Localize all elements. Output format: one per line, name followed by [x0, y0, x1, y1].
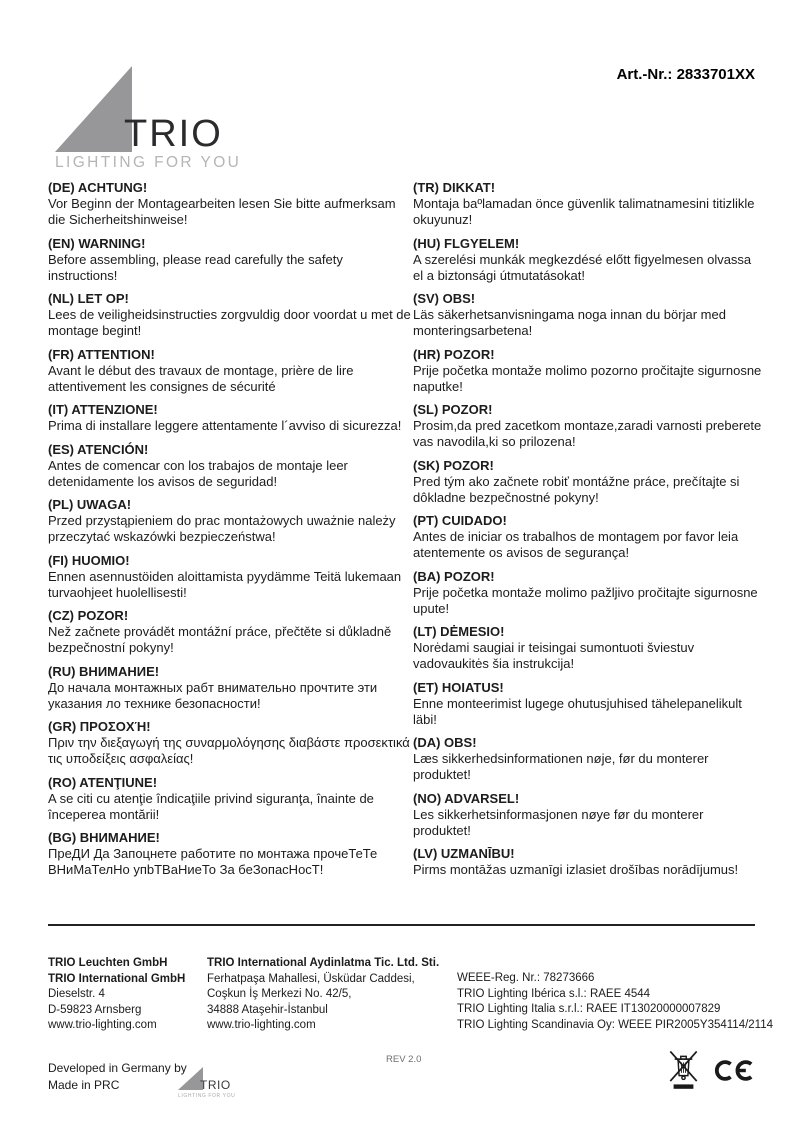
trio-logo-wordmark: TRIO: [124, 113, 223, 155]
warning-text: A se citi cu atenţie îndicaţiile privind siguranţa, înainte de începerea montării!: [48, 790, 374, 822]
warning-heading: (TR) DIKKAT!: [413, 180, 496, 195]
warning-text: Les sikkerhetsinformasjonen nøye før du monterer produktet!: [413, 806, 704, 838]
warning-text: Prije početka montaže molimo pozorno pročitajte sigurnosne naputke!: [413, 362, 762, 394]
warning-heading: (NL) LET OP!: [48, 291, 129, 306]
footer-line: TRIO Leuchten GmbH: [48, 957, 168, 969]
warning-heading: (CZ) POZOR!: [48, 608, 129, 623]
warning-text: Lees de veiligheidsinstructies zorgvuldig door voordat u met de montage begint!: [48, 307, 411, 338]
footer-line: WEEE-Reg. Nr.: 78273666: [457, 972, 595, 984]
warning-block: [413, 291, 762, 339]
footer-line: 34888 Ataşehir-İstanbul: [207, 1003, 328, 1016]
warning-heading: (HR) POZOR!: [413, 346, 495, 362]
warning-text: Vor Beginn der Montagearbeiten lesen Sie bitte aufmerksam die Sicherheitshinweise!: [48, 196, 396, 227]
warning-text: Norėdami saugiai ir teisingai sumontuoti šviestuv vadovaukitės šia instrukcija!: [413, 640, 695, 671]
warnings-column-left: [48, 180, 413, 886]
warning-block: [48, 608, 413, 656]
warning-block: [48, 719, 413, 767]
warning-block: [48, 497, 413, 545]
origin-line: Developed in Germany by: [48, 1061, 187, 1075]
warning-text: Antes de iniciar os trabalhos de montagem por favor leia atentemente os avisos de segurança!: [413, 529, 739, 560]
warning-text: Pirms montāžas uzmanīgi izlasiet drošības norādījumus!: [413, 862, 739, 877]
warning-text: Læs sikkerhedsinformationen nøje, før du monterer produktet!: [413, 751, 709, 782]
warning-heading: (EN) WARNING!: [48, 235, 146, 251]
warning-heading: (GR) ΠΡΟΣΟΧΉ!: [48, 719, 151, 734]
warning-heading: (DA) OBS!: [413, 735, 477, 750]
warning-block: [413, 735, 762, 783]
footer-line: TRIO International GmbH: [48, 972, 186, 985]
warning-heading: (SV) OBS!: [413, 291, 476, 306]
warning-heading: (IT) ATTENZIONE!: [48, 402, 158, 417]
trio-logo: [55, 66, 275, 176]
warning-block: [413, 846, 762, 878]
warning-block: [48, 830, 413, 878]
warning-text: A szerelési munkák megkezdésé előtt figyelmesen olvassa el a biztonsági útmutatásokat!: [413, 251, 752, 283]
warning-text: Antes de comencar con los trabajos de montaje leer detenidamente los avisos de seguridad!: [48, 457, 348, 489]
warnings-column-right: [413, 180, 762, 886]
trio-logo-small: [178, 1067, 240, 1101]
warning-block: [413, 402, 762, 450]
warning-text: Prosim,da pred zacetkom montaze,zaradi varnosti preberete vas navodila,ki so prilozena!: [413, 418, 762, 449]
warning-heading: (HU) FLGYELEM!: [413, 235, 520, 251]
footer-line: Dieselstr. 4: [48, 988, 105, 1000]
warning-text: ПреДИ Да Запоцнете работите по монтажа прочеТеТе ВНиМаТелНо упbТВаНиеТо За беЗопасНосТ!: [48, 846, 378, 877]
warning-text: Prima di installare leggere attentamente l´avviso di sicurezza!: [48, 418, 402, 433]
warning-text: Before assembling, please read carefully the safety instructions!: [48, 251, 343, 283]
warning-text: Pred tým ako začnete robiť montážne práce, prečítajte si dôkladne bezpečnostné pokyny!: [413, 473, 740, 505]
warning-heading: (BA) POZOR!: [413, 568, 495, 584]
weee-crossed-bin-icon: [667, 1047, 700, 1096]
footer-line: TRIO Lighting Scandinavia Oy: WEEE PIR2005Y354114/2114: [457, 1018, 774, 1031]
article-number: Art.-Nr.: 2833701XX: [616, 66, 755, 83]
origin-note: [48, 1060, 187, 1094]
warning-block: [48, 553, 413, 601]
warning-text: Montaja baºlamadan önce güvenlik talimatnamesini titizlikle okuyunuz!: [413, 196, 755, 227]
footer-company-de: [48, 956, 207, 1034]
warning-block: [413, 347, 762, 395]
warning-heading: (SK) POZOR!: [413, 457, 494, 473]
warning-text: Prije početka montaže molimo pažljivo pročitajte sigurnosne upute!: [413, 584, 758, 616]
warning-block: [413, 624, 762, 672]
warning-heading: (FR) ATTENTION!: [48, 346, 155, 362]
warnings-section: [48, 180, 762, 886]
warning-block: [413, 569, 762, 617]
warning-heading: (BG) ВНИМАНИЕ!: [48, 830, 160, 845]
warning-heading: (LT) DĖMESIO!: [413, 624, 505, 639]
footer-line: TRIO Lighting Ibérica s.l.: RAEE 4544: [457, 987, 651, 1000]
warning-block: [413, 458, 762, 506]
footer-divider: [48, 924, 755, 926]
warning-block: [48, 442, 413, 490]
origin-line: Made in PRC: [48, 1078, 120, 1092]
warning-text: Przed przystąpieniem do prac montażowych uważnie należy przeczytać wskazówki bezpieczeństwa!: [48, 513, 396, 544]
warning-heading: (ES) ATENCIÓN!: [48, 441, 149, 457]
footer-line: Coşkun İş Merkezi No. 42/5,: [207, 988, 352, 1000]
revision-label: REV 2.0: [386, 1054, 422, 1065]
warning-block: [48, 291, 413, 339]
footer-line: www.trio-lighting.com: [207, 1019, 316, 1031]
warning-block: [48, 236, 413, 284]
warning-heading: (ET) HOIATUS!: [413, 679, 504, 695]
warning-heading: (RU) ВНИМАНИЕ!: [48, 663, 160, 679]
warning-block: [413, 236, 762, 284]
warning-heading: (DE) ACHTUNG!: [48, 180, 148, 195]
warning-heading: (PL) UWAGA!: [48, 497, 132, 512]
warning-block: [413, 791, 762, 839]
warning-block: [48, 347, 413, 395]
warning-heading: (PT) CUIDADO!: [413, 513, 507, 528]
trio-logo-tagline: LIGHTING FOR YOU: [55, 154, 242, 171]
footer-weee-registry: [457, 971, 774, 1034]
warning-block: [48, 775, 413, 823]
warning-block: [413, 180, 762, 228]
warning-heading: (SL) POZOR!: [413, 402, 493, 417]
footer-line: D-59823 Arnsberg: [48, 1003, 142, 1016]
warning-heading: (RO) ATENŢIUNE!: [48, 774, 158, 790]
warning-block: [48, 402, 413, 434]
warning-block: [48, 664, 413, 712]
footer-line: TRIO International Aydinlatma Tic. Ltd. Sti.: [207, 957, 440, 969]
footer-line: www.trio-lighting.com: [48, 1019, 157, 1031]
warning-block: [413, 513, 762, 561]
warning-block: [48, 180, 413, 228]
ce-mark-icon: [713, 1057, 755, 1089]
trio-logo-triangle-icon: [55, 66, 132, 152]
warning-heading: (LV) UZMANĪBU!: [413, 846, 515, 861]
warning-text: До начала монтажных рабт внимательно прочтите эти указания ло технике безопасности!: [48, 679, 378, 711]
warning-heading: (FI) HUOMIO!: [48, 552, 130, 568]
warning-text: Läs säkerhetsanvisningama noga innan du börjar med monteringsarbetena!: [413, 307, 726, 338]
warning-heading: (NO) ADVARSEL!: [413, 790, 520, 806]
footer-line: TRIO Lighting Italia s.r.l.: RAEE IT13020000007829: [457, 1003, 721, 1015]
warning-text: Πριν την διεξαγωγή της συναρμολόγησης διαβάστε προσεκτικά τις υποδείξεις ασφαλείας!: [48, 735, 410, 766]
warning-text: Enne monteerimist lugege ohutusjuhised tähelepanelikult läbi!: [413, 695, 742, 727]
trio-logo-tagline: LIGHTING FOR YOU: [178, 1093, 236, 1099]
warning-text: Než začnete provádět montážní práce, přečtěte si důkladně bezpečnostní pokyny!: [48, 624, 392, 655]
warning-text: Ennen asennustöiden aloittamista pyydämme Teitä lukemaan turvaohjeet huolellisesti!: [48, 568, 402, 600]
warning-block: [413, 680, 762, 728]
footer-line: Ferhatpaşa Mahallesi, Üsküdar Caddesi,: [207, 972, 415, 985]
footer-company-tr: [207, 956, 457, 1034]
footer-address-section: [48, 956, 774, 1034]
trio-logo-wordmark: TRIO: [200, 1078, 231, 1092]
warning-text: Avant le début des travaux de montage, prière de lire attentivement les consignes de sécurité: [48, 362, 354, 394]
